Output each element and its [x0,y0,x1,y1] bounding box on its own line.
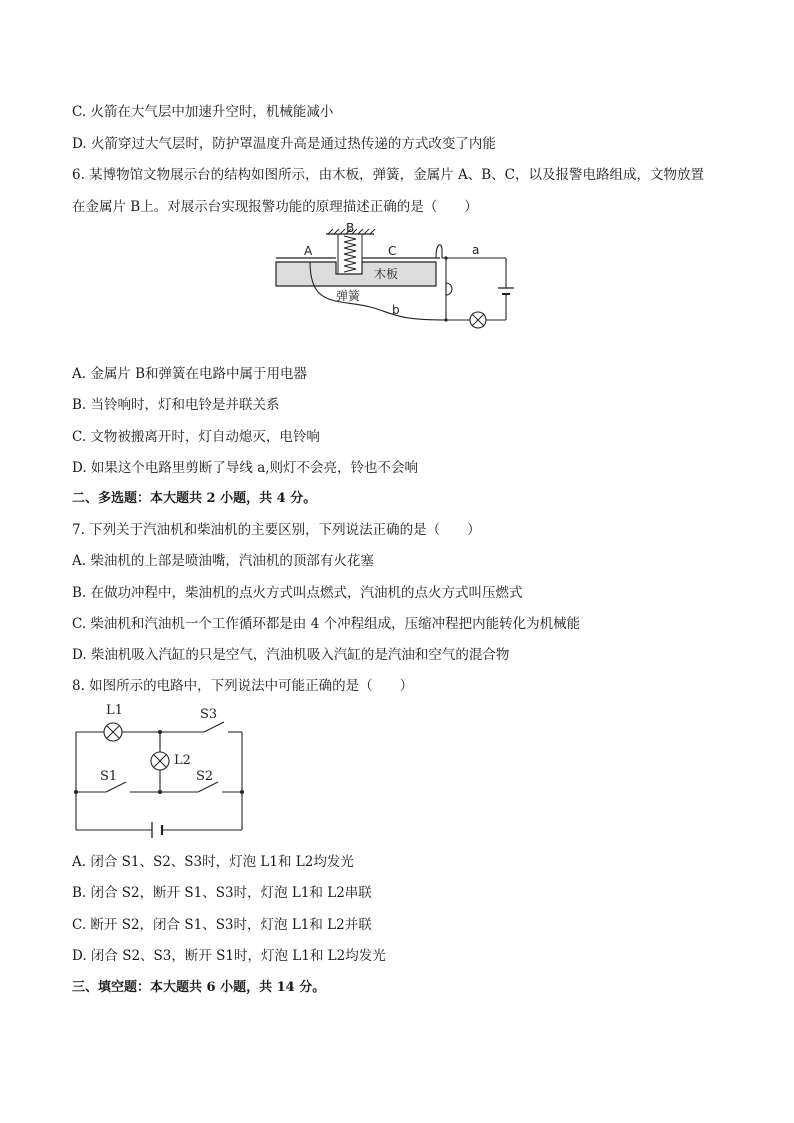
q6-alarm-circuit-figure [270,220,520,335]
label-l2: L2 [174,753,191,768]
label-s3: S3 [200,707,218,722]
label-l1: L1 [106,703,123,718]
label-spring: 弹簧 [336,289,361,303]
q5-option-c: C. 火箭在大气层中加速升空时，机械能减小 [72,104,334,120]
label-s2: S2 [196,769,214,784]
q7-option-c: C. 柴油机和汽油机一个工作循环都是由 4 个冲程组成，压缩冲程把内能转化为机械能 [72,616,581,632]
q7-option-a: A. 柴油机的上部是喷油嘴，汽油机的顶部有火花塞 [72,553,374,569]
q7-stem: 7. 下列关于汽油机和柴油机的主要区别，下列说法正确的是（ ） [72,522,481,538]
q8-option-a: A. 闭合 S1、S2、S3时，灯泡 L1和 L2均发光 [72,854,354,870]
section-fill-in-heading: 三、填空题：本大题共 6 小题，共 14 分。 [72,980,326,995]
label-wood: 木板 [374,267,399,281]
wire-a-label: a [472,243,480,257]
q6-option-b: B. 当铃响时，灯和电铃是并联关系 [72,397,280,413]
label-s1: S1 [100,769,118,784]
q6-option-a: A. 金属片 B和弹簧在电路中属于用电器 [72,366,308,382]
section-multiple-choice-heading: 二、多选题：本大题共 2 小题，共 4 分。 [72,491,317,506]
wire-b-label: b [392,303,400,317]
q8-circuit-figure [68,698,253,838]
q6-option-d: D. 如果这个电路里剪断了导线 a,则灯不会亮，铃也不会响 [72,460,419,476]
q6-option-c: C. 文物被搬离开时，灯自动熄灭，电铃响 [72,429,320,445]
q7-option-d: D. 柴油机吸入汽缸的只是空气，汽油机吸入汽缸的是汽油和空气的混合物 [72,647,510,663]
q8-option-b: B. 闭合 S2，断开 S1、S3时，灯泡 L1和 L2串联 [72,885,372,901]
label-a: A [304,244,313,258]
label-c: C [388,244,397,258]
q8-stem: 8. 如图所示的电路中，下列说法中可能正确的是（ ） [72,678,414,694]
q7-option-b: B. 在做功冲程中，柴油机的点火方式叫点燃式，汽油机的点火方式叫压燃式 [72,585,523,601]
q8-option-c: C. 断开 S2，闭合 S1、S3时，灯泡 L1和 L2并联 [72,917,372,933]
q6-stem-line2: 在金属片 B上。对展示台实现报警功能的原理描述正确的是（ ） [72,199,478,215]
q5-option-d: D. 火箭穿过大气层时，防护罩温度升高是通过热传递的方式改变了内能 [72,136,496,152]
q6-stem-line1: 6. 某博物馆文物展示台的结构如图所示，由木板，弹簧，金属片 A、B、C，以及报警电路组成，文物放置 [72,167,704,183]
label-b: B [346,221,355,235]
q8-option-d: D. 闭合 S2、S3，断开 S1时，灯泡 L1和 L2均发光 [72,948,386,964]
